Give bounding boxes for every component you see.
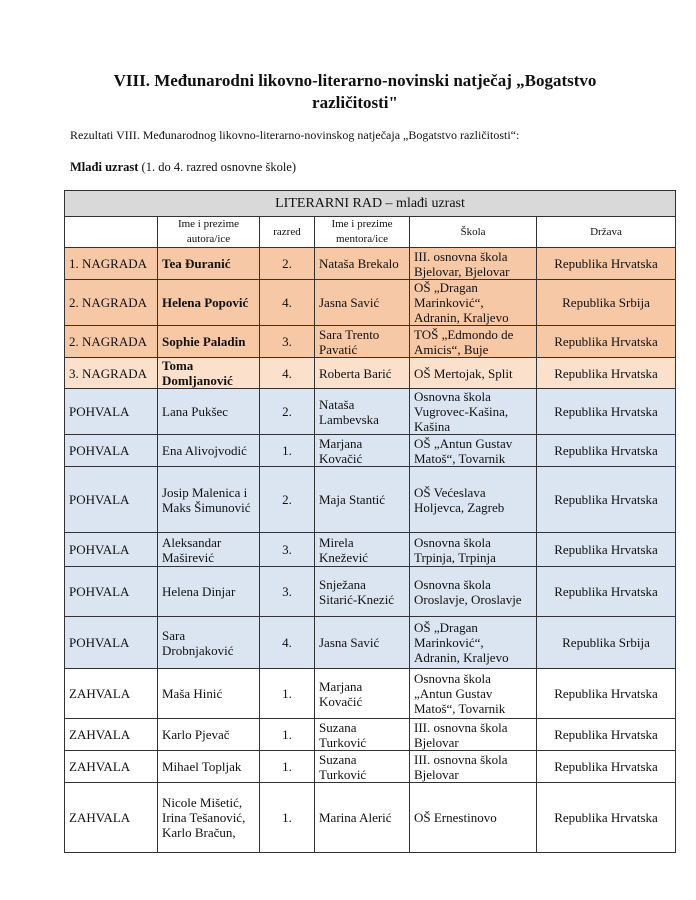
author-cell: Helena Popović — [158, 280, 260, 326]
country-cell: Republika Hrvatska — [537, 533, 676, 567]
school-cell: Osnovna škola „Antun Gustav Matoš“, Tovarnik — [410, 669, 537, 719]
country-cell: Republika Hrvatska — [537, 435, 676, 467]
country-cell: Republika Hrvatska — [537, 326, 676, 358]
author-cell: Josip Malenica i Maks Šimunović — [158, 467, 260, 533]
mentor-cell: Sara Trento Pavatić — [315, 326, 410, 358]
table-row — [65, 280, 676, 326]
table-row — [65, 435, 676, 467]
award-cell: 2. NAGRADA — [65, 280, 158, 326]
grade-cell: 3. — [260, 326, 315, 358]
intro-text: Rezultati VIII. Međunarodnog likovno-literarno-novinskog natječaja „Bogatstvo različitosti“: — [70, 128, 520, 142]
mentor-cell: Suzana Turković — [315, 751, 410, 783]
country-cell: Republika Srbija — [537, 617, 676, 669]
school-cell: III. osnovna škola Bjelovar — [410, 719, 537, 751]
school-cell: III. osnovna škola Bjelovar — [410, 751, 537, 783]
table-row — [65, 358, 676, 389]
award-cell: 3. NAGRADA — [65, 358, 158, 389]
grade-cell: 3. — [260, 567, 315, 617]
school-cell: OŠ „Antun Gustav Matoš“, Tovarnik — [410, 435, 537, 467]
header-grade: razred — [260, 217, 315, 248]
header-award — [65, 217, 158, 248]
school-cell: OŠ „Dragan Marinković“, Adranin, Kraljevo — [410, 617, 537, 669]
school-cell: OŠ „Dragan Marinković“, Adranin, Kraljevo — [410, 280, 537, 326]
school-cell: III. osnovna škola Bjelovar, Bjelovar — [410, 248, 537, 280]
table-row — [65, 248, 676, 280]
country-cell: Republika Hrvatska — [537, 467, 676, 533]
author-cell: Ena Alivojvodić — [158, 435, 260, 467]
age-group-label: Mlađi uzrast — [70, 160, 139, 174]
author-cell: Mihael Topljak — [158, 751, 260, 783]
mentor-cell: Roberta Barić — [315, 358, 410, 389]
school-cell: TOŠ „Edmondo de Amicis“, Buje — [410, 326, 537, 358]
award-cell: POHVALA — [65, 435, 158, 467]
table-row — [65, 389, 676, 435]
grade-cell: 1. — [260, 783, 315, 853]
table-row — [65, 719, 676, 751]
school-cell: OŠ Većeslava Holjevca, Zagreb — [410, 467, 537, 533]
author-cell: Toma Domljanović — [158, 358, 260, 389]
country-cell: Republika Hrvatska — [537, 719, 676, 751]
table-row — [65, 467, 676, 533]
author-cell: Sophie Paladin — [158, 326, 260, 358]
table-row — [65, 326, 676, 358]
table-row — [65, 567, 676, 617]
country-cell: Republika Hrvatska — [537, 389, 676, 435]
grade-cell: 4. — [260, 280, 315, 326]
grade-cell: 1. — [260, 435, 315, 467]
header-mentor: Ime i prezime mentora/ice — [315, 217, 410, 248]
author-cell: Nicole Mišetić, Irina Tešanović, Karlo Bračun, — [158, 783, 260, 853]
award-cell: POHVALA — [65, 617, 158, 669]
author-cell: Tea Đuranić — [158, 248, 260, 280]
age-group-detail: (1. do 4. razred osnovne škole) — [138, 160, 296, 174]
header-author: Ime i prezime autora/ice — [158, 217, 260, 248]
award-cell: 2. NAGRADA — [65, 326, 158, 358]
award-cell: ZAHVALA — [65, 783, 158, 853]
country-cell: Republika Hrvatska — [537, 669, 676, 719]
country-cell: Republika Hrvatska — [537, 751, 676, 783]
award-cell: ZAHVALA — [65, 751, 158, 783]
header-school: Škola — [410, 217, 537, 248]
country-cell: Republika Hrvatska — [537, 248, 676, 280]
table-header-row — [65, 217, 676, 248]
country-cell: Republika Hrvatska — [537, 783, 676, 853]
grade-cell: 2. — [260, 467, 315, 533]
table-row — [65, 533, 676, 567]
country-cell: Republika Hrvatska — [537, 358, 676, 389]
table-row — [65, 751, 676, 783]
mentor-cell: Jasna Savić — [315, 617, 410, 669]
grade-cell: 3. — [260, 533, 315, 567]
mentor-cell: Marina Alerić — [315, 783, 410, 853]
table-caption: LITERARNI RAD – mlađi uzrast — [65, 191, 676, 217]
mentor-cell: Snježana Sitarić-Knezić — [315, 567, 410, 617]
school-cell: OŠ Mertojak, Split — [410, 358, 537, 389]
country-cell: Republika Hrvatska — [537, 567, 676, 617]
table-row — [65, 617, 676, 669]
author-cell: Lana Pukšec — [158, 389, 260, 435]
mentor-cell: Maja Stantić — [315, 467, 410, 533]
table-caption-row — [65, 191, 676, 217]
grade-cell: 1. — [260, 719, 315, 751]
grade-cell: 2. — [260, 248, 315, 280]
grade-cell: 4. — [260, 358, 315, 389]
author-cell: Maša Hinić — [158, 669, 260, 719]
author-cell: Aleksandar Maširević — [158, 533, 260, 567]
award-cell: POHVALA — [65, 389, 158, 435]
award-cell: ZAHVALA — [65, 719, 158, 751]
mentor-cell: Nataša Lambevska — [315, 389, 410, 435]
grade-cell: 2. — [260, 389, 315, 435]
table-row — [65, 783, 676, 853]
grade-cell: 1. — [260, 751, 315, 783]
page-title: VIII. Međunarodni likovno-literarno-novinski natječaj „Bogatstvo različitosti" — [113, 71, 597, 112]
school-cell: Osnovna škola Oroslavje, Oroslavje — [410, 567, 537, 617]
school-cell: Osnovna škola Trpinja, Trpinja — [410, 533, 537, 567]
school-cell: Osnovna škola Vugrovec-Kašina, Kašina — [410, 389, 537, 435]
grade-cell: 4. — [260, 617, 315, 669]
author-cell: Helena Dinjar — [158, 567, 260, 617]
grade-cell: 1. — [260, 669, 315, 719]
mentor-cell: Mirela Knežević — [315, 533, 410, 567]
school-cell: OŠ Ernestinovo — [410, 783, 537, 853]
mentor-cell: Jasna Savić — [315, 280, 410, 326]
author-cell: Sara Drobnjaković — [158, 617, 260, 669]
award-cell: 1. NAGRADA — [65, 248, 158, 280]
results-table — [64, 190, 676, 853]
author-cell: Karlo Pjevač — [158, 719, 260, 751]
mentor-cell: Marjana Kovačić — [315, 669, 410, 719]
award-cell: POHVALA — [65, 467, 158, 533]
age-group-line — [70, 160, 296, 175]
award-cell: ZAHVALA — [65, 669, 158, 719]
award-cell: POHVALA — [65, 533, 158, 567]
country-cell: Republika Srbija — [537, 280, 676, 326]
mentor-cell: Suzana Turković — [315, 719, 410, 751]
award-cell: POHVALA — [65, 567, 158, 617]
header-country: Država — [537, 217, 676, 248]
table-row — [65, 669, 676, 719]
mentor-cell: Marjana Kovačić — [315, 435, 410, 467]
mentor-cell: Nataša Brekalo — [315, 248, 410, 280]
